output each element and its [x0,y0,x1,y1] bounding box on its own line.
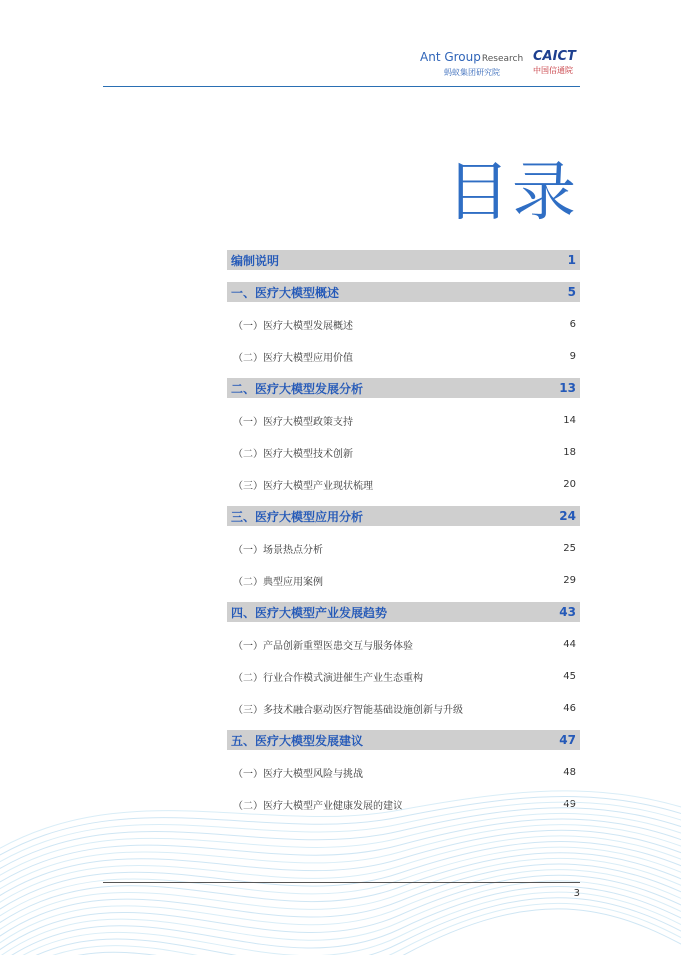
toc-entry-label: （二）医疗大模型技术创新 [233,448,353,460]
toc-entry-page: 1 [567,253,576,267]
toc-section-row[interactable] [227,666,580,686]
toc-entry-page: 29 [563,574,576,586]
toc-section-row[interactable] [227,538,580,558]
toc-entry-page: 14 [563,414,576,426]
decorative-waves [0,760,681,955]
toc-section-row[interactable] [227,474,580,494]
toc-entry-page: 25 [563,542,576,554]
toc-entry-page: 20 [563,478,576,490]
caict-wordmark: CAICT [533,49,576,64]
toc-entry-label: （二）医疗大模型应用价值 [233,352,353,364]
caict-logo [533,50,581,76]
toc-chapter-row[interactable] [227,730,580,750]
toc-entry-page: 44 [563,638,576,650]
toc-chapter-row[interactable] [227,378,580,398]
toc-section-row[interactable] [227,346,580,366]
toc-section-row[interactable] [227,314,580,334]
toc-entry-label: （一）医疗大模型政策支持 [233,416,353,428]
toc-entry-label: （一）医疗大模型风险与挑战 [233,768,363,780]
page-number: 3 [573,888,580,899]
toc-entry-label: （二）典型应用案例 [233,576,323,588]
toc-entry-label: （二）行业合作模式演进催生产业生态重构 [233,672,423,684]
toc-entry-page: 5 [567,285,576,299]
toc-entry-label: （一）产品创新重塑医患交互与服务体验 [233,640,413,652]
toc-entry-label: 三、医疗大模型应用分析 [231,509,364,524]
toc-chapter-row[interactable] [227,282,580,302]
toc-entry-label: （一）医疗大模型发展概述 [233,320,353,332]
toc-entry-page: 18 [563,446,576,458]
research-wordmark: Research [481,54,524,64]
toc-entry-label: 四、医疗大模型产业发展趋势 [231,605,388,620]
wave-line [0,903,681,955]
toc-entry-page: 45 [563,670,576,682]
header-divider [103,86,580,87]
caict-cn-name: 中国信通院 [533,66,573,75]
toc-entry-page: 6 [569,318,576,330]
toc-chapter-row[interactable] [227,602,580,622]
table-of-contents [227,250,580,814]
toc-entry-label: 编制说明 [231,253,280,268]
toc-section-row[interactable] [227,570,580,590]
toc-entry-page: 9 [569,350,576,362]
toc-entry-label: （三）多技术融合驱动医疗智能基础设施创新与升级 [233,704,463,716]
toc-entry-label: 五、医疗大模型发展建议 [231,733,364,748]
toc-section-row[interactable] [227,698,580,718]
toc-chapter-row[interactable] [227,250,580,270]
toc-title: 目录 [446,156,578,230]
footer-divider [103,882,580,883]
toc-entry-page: 47 [559,733,576,747]
toc-entry-label: 二、医疗大模型发展分析 [231,381,364,396]
toc-entry-label: （一）场景热点分析 [233,544,323,556]
toc-chapter-row[interactable] [227,506,580,526]
toc-entry-label: 一、医疗大模型概述 [231,285,340,300]
toc-section-row[interactable] [227,634,580,654]
toc-entry-page: 49 [563,798,576,810]
toc-entry-page: 46 [563,702,576,714]
wave-line [0,802,681,874]
toc-entry-page: 48 [563,766,576,778]
ant-group-wordmark: Ant Group [420,50,481,64]
toc-entry-page: 24 [559,509,576,523]
toc-section-row[interactable] [227,442,580,462]
ant-group-cn-name: 蚂蚁集团研究院 [444,68,500,77]
toc-entry-label: （三）医疗大模型产业现状梳理 [233,480,373,492]
toc-entry-page: 13 [559,381,576,395]
toc-section-row[interactable] [227,410,580,430]
toc-entry-page: 43 [559,605,576,619]
toc-entry-label: （二）医疗大模型产业健康发展的建议 [233,800,403,812]
ant-group-research-logo [420,50,528,78]
